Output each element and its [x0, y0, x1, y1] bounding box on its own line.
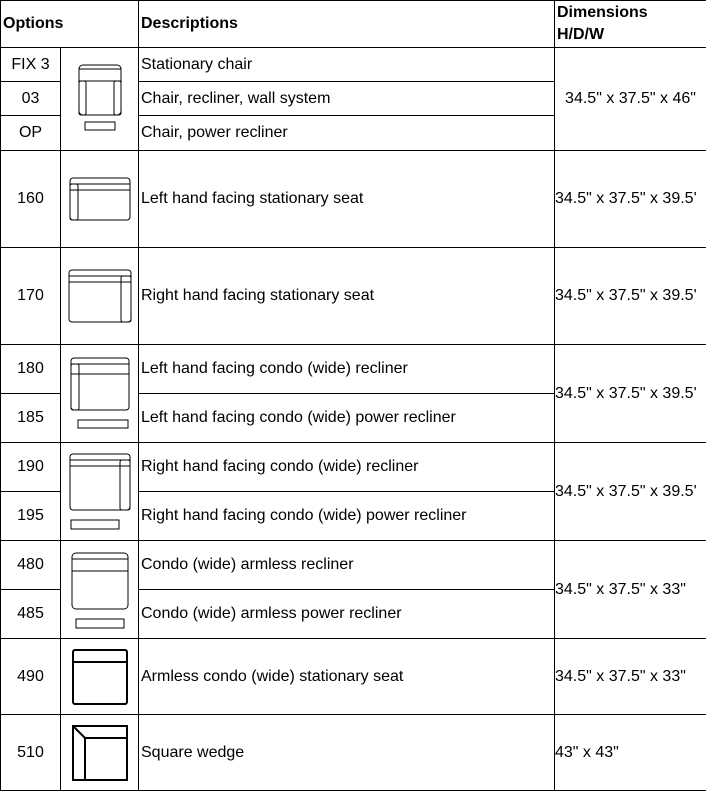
left-arm-seat-icon	[61, 151, 139, 248]
dimensions-header-line1: Dimensions	[557, 4, 648, 21]
option-code: 160	[1, 151, 61, 248]
table-row	[1, 248, 706, 345]
table-row	[1, 345, 706, 394]
option-code: 195	[1, 492, 61, 541]
dimensions-header	[555, 1, 706, 48]
table-row	[1, 541, 706, 590]
option-description: Condo (wide) armless power recliner	[139, 590, 555, 639]
option-code: 170	[1, 248, 61, 345]
option-code: FIX 3	[1, 48, 61, 82]
chair-with-footrest-icon	[61, 48, 139, 151]
option-code: 490	[1, 639, 61, 715]
table-row	[1, 715, 706, 791]
left-arm-recliner-icon	[61, 345, 139, 443]
right-arm-recliner-icon	[61, 443, 139, 541]
armless-recliner-icon	[61, 541, 139, 639]
options-header: Options	[1, 1, 139, 48]
option-description: Condo (wide) armless recliner	[139, 541, 555, 590]
option-description: Armless condo (wide) stationary seat	[139, 639, 555, 715]
option-description: Right hand facing stationary seat	[139, 248, 555, 345]
dimension-value: 34.5" x 37.5" x 39.5'	[555, 345, 706, 443]
option-code: 180	[1, 345, 61, 394]
dimension-value: 34.5" x 37.5" x 33"	[555, 541, 706, 639]
dimension-value: 34.5" x 37.5" x 33"	[555, 639, 706, 715]
header-row	[1, 1, 706, 48]
dimension-value: 34.5" x 37.5" x 39.5'	[555, 151, 706, 248]
option-description: Right hand facing condo (wide) recliner	[139, 443, 555, 492]
dimension-value: 43" x 43"	[555, 715, 706, 791]
option-code: 480	[1, 541, 61, 590]
option-code: 185	[1, 394, 61, 443]
option-code: 485	[1, 590, 61, 639]
dimension-value: 34.5" x 37.5" x 39.5'	[555, 248, 706, 345]
square-wedge-icon	[61, 715, 139, 791]
dimensions-header-line2: H/D/W	[557, 26, 605, 43]
option-description: Square wedge	[139, 715, 555, 791]
option-description: Left hand facing condo (wide) recliner	[139, 345, 555, 394]
option-description: Stationary chair	[139, 48, 555, 82]
option-description: Chair, recliner, wall system	[139, 82, 555, 116]
descriptions-header: Descriptions	[139, 1, 555, 48]
option-code: OP	[1, 116, 61, 151]
dimension-value: 34.5" x 37.5" x 46"	[555, 48, 706, 151]
option-code: 190	[1, 443, 61, 492]
option-description: Chair, power recliner	[139, 116, 555, 151]
armless-seat-icon	[61, 639, 139, 715]
option-code: 510	[1, 715, 61, 791]
option-description: Left hand facing stationary seat	[139, 151, 555, 248]
option-description: Right hand facing condo (wide) power recliner	[139, 492, 555, 541]
table-row	[1, 639, 706, 715]
table-row	[1, 151, 706, 248]
dimension-value: 34.5" x 37.5" x 39.5'	[555, 443, 706, 541]
option-code: 03	[1, 82, 61, 116]
right-arm-seat-icon	[61, 248, 139, 345]
table-row	[1, 443, 706, 492]
table-row	[1, 48, 706, 82]
option-description: Left hand facing condo (wide) power recliner	[139, 394, 555, 443]
